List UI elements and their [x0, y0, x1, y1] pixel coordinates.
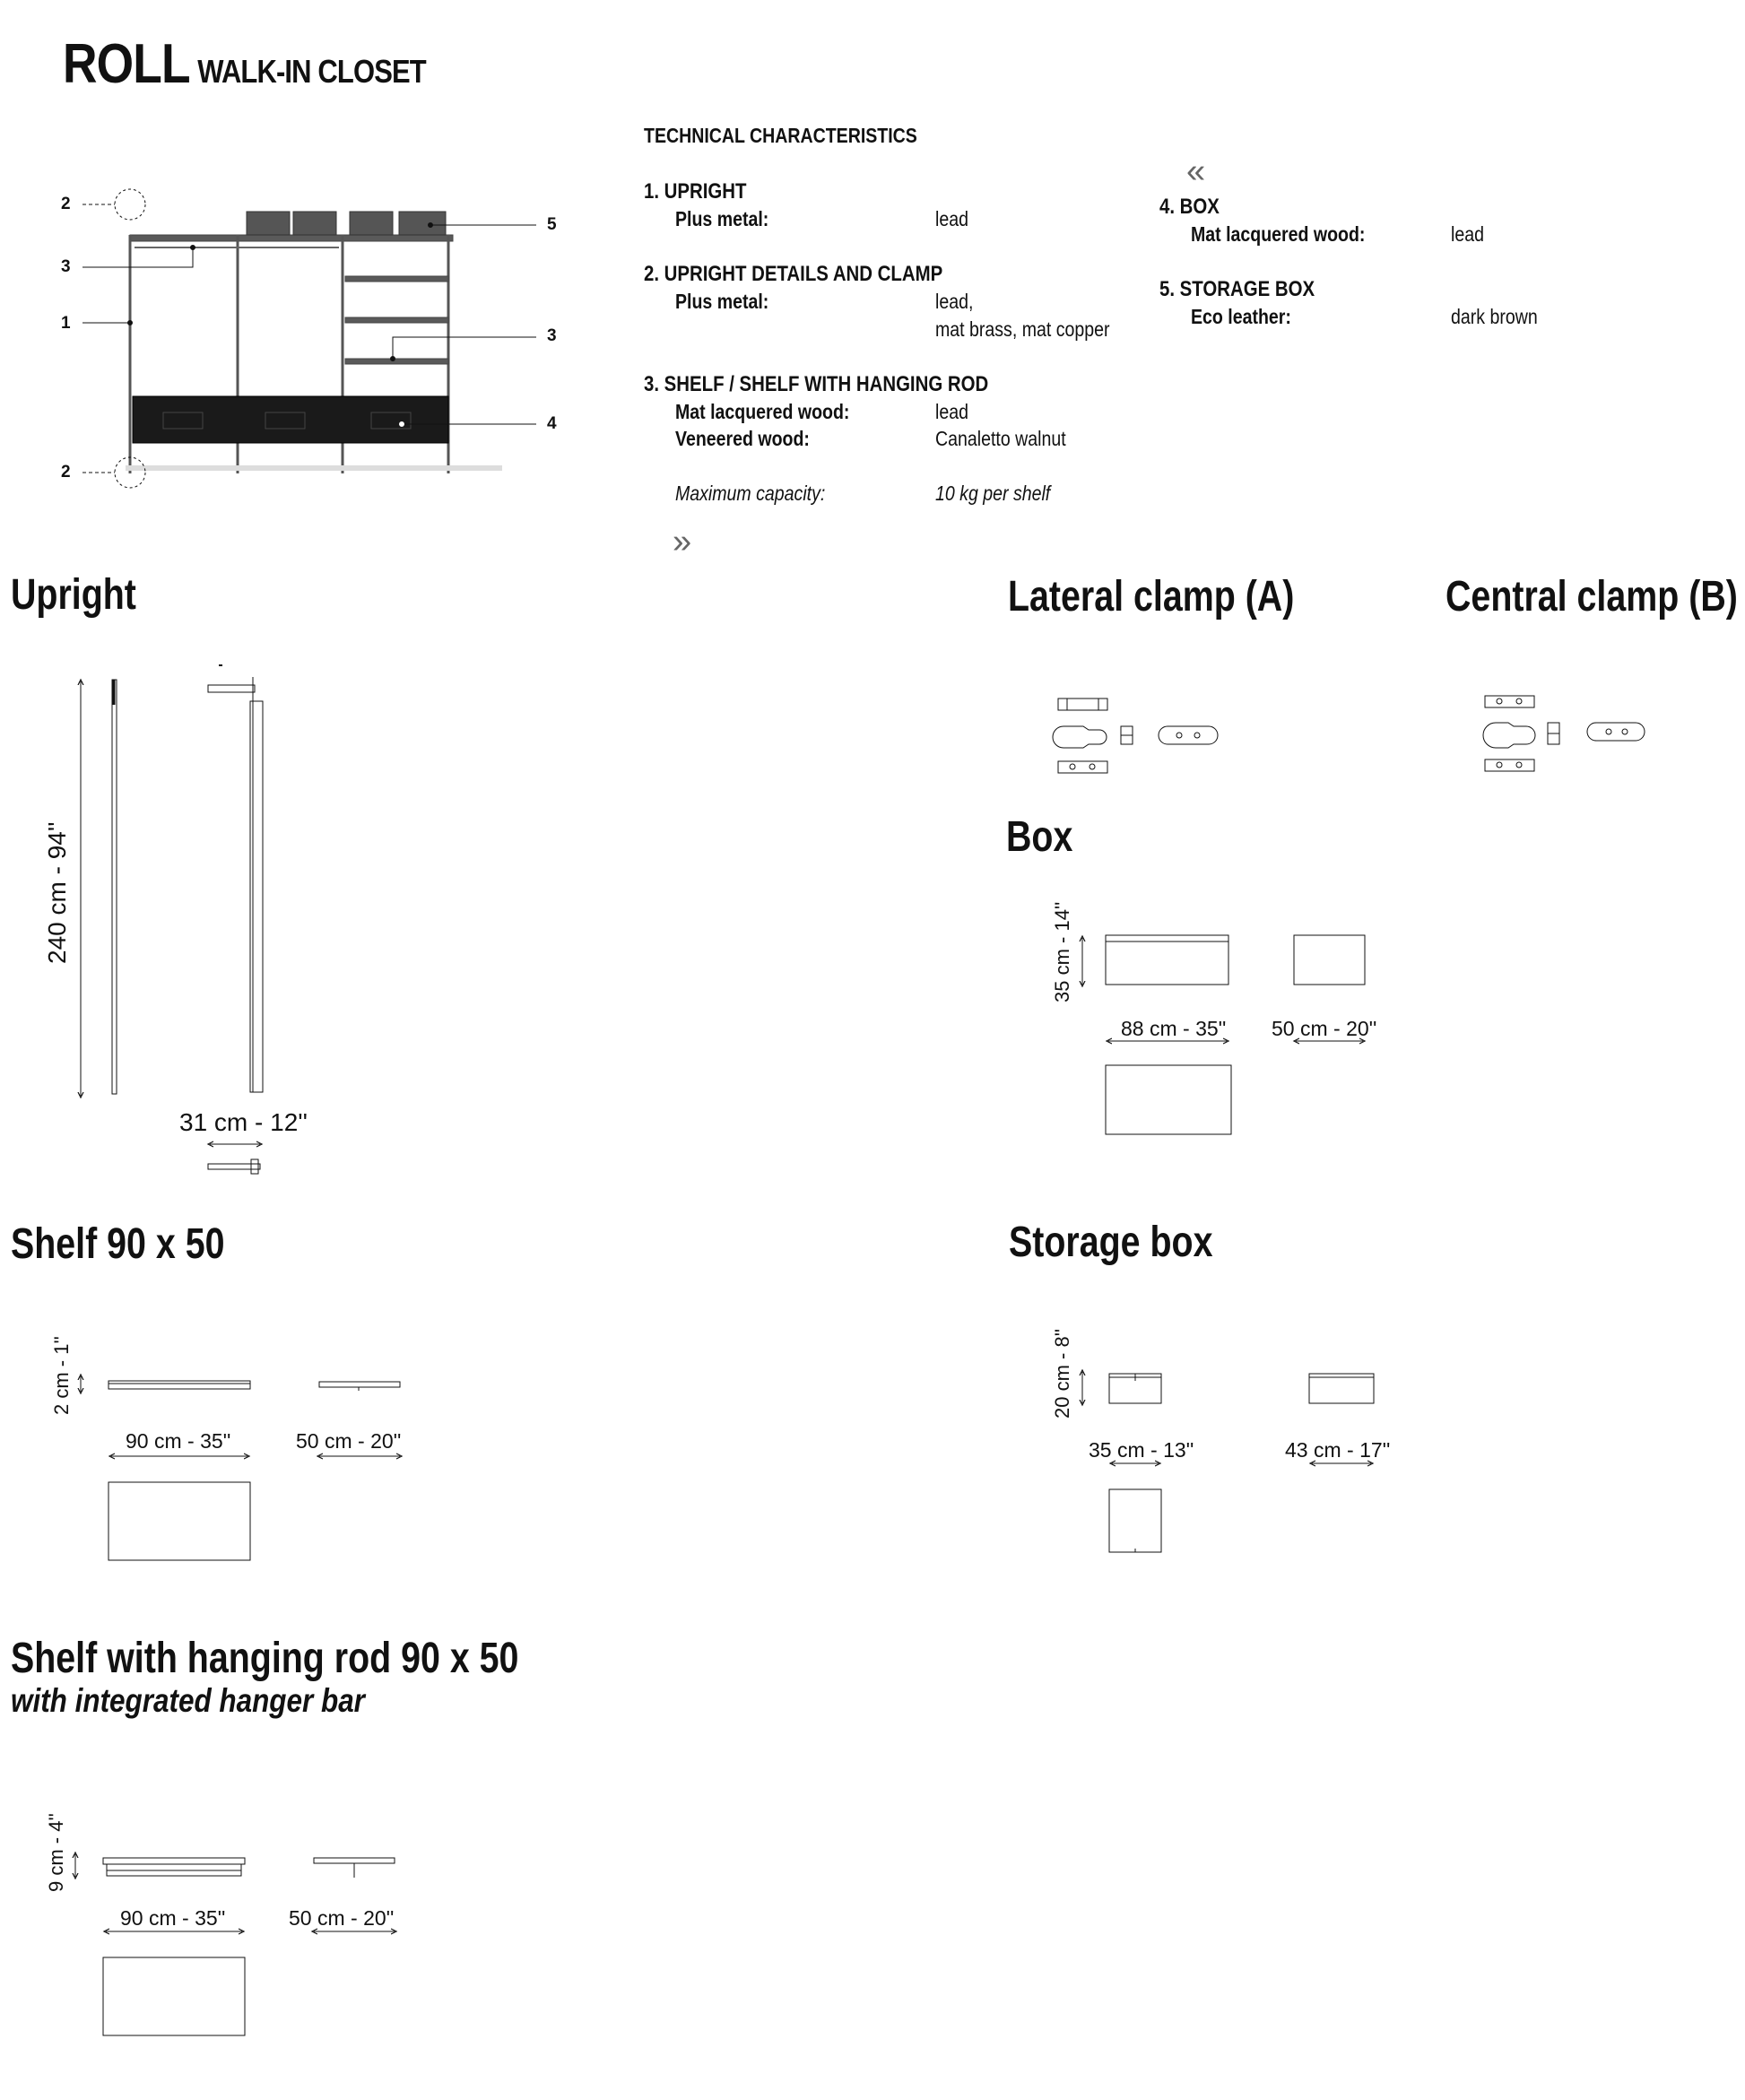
callout-2-bottom: 2 [61, 463, 71, 482]
shelf-width-label: 90 cm - 35'' [126, 1429, 231, 1453]
section-box-title: Box [1006, 813, 1073, 861]
tech-upright-value: lead [935, 207, 968, 230]
shelf-drawing [81, 1376, 400, 1560]
central-clamp-drawing [1483, 696, 1645, 771]
box-height-label: 35 cm - 14'' [1051, 901, 1073, 1002]
tech-details-value2: mat brass, mat copper [935, 317, 1110, 341]
box-width-label: 88 cm - 35'' [1121, 1017, 1227, 1040]
rod-depth-label: 50 cm - 20'' [289, 1906, 395, 1930]
tech-shelf-title: 3. SHELF / SHELF WITH HANGING ROD [644, 372, 989, 396]
upright-drawing [81, 665, 263, 1174]
lateral-clamp-drawing [1053, 699, 1218, 773]
rod-shelf-drawing [75, 1854, 395, 2035]
tech-capacity-label: Maximum capacity: [675, 482, 826, 505]
callout-3-left: 3 [61, 257, 71, 276]
tech-box-value: lead [1451, 222, 1484, 246]
title-subtitle: WALK-IN CLOSET [197, 53, 426, 90]
tech-storage-label: Eco leather: [1191, 305, 1291, 328]
tech-shelf-value2: Canaletto walnut [935, 427, 1066, 450]
tech-shelf-label1: Mat lacquered wood: [675, 400, 850, 423]
box-depth-label: 50 cm - 20'' [1272, 1017, 1377, 1040]
shelf-height-label: 2 cm - 1'' [50, 1336, 73, 1415]
chevron-right-icon: » [673, 523, 692, 560]
upright-height-label: 240 cm - 94'' [43, 821, 71, 964]
tech-shelf-value1: lead [935, 400, 968, 423]
tech-details-title: 2. UPRIGHT DETAILS AND CLAMP [644, 262, 943, 286]
callout-5: 5 [547, 215, 557, 234]
section-rod-title: Shelf with hanging rod 90 x 50 [11, 1635, 519, 1682]
storage-width-label: 35 cm - 13'' [1089, 1438, 1194, 1462]
callout-2-top: 2 [61, 195, 71, 213]
section-upright-title: Upright [11, 571, 136, 619]
rod-height-label: 9 cm - 4'' [45, 1813, 67, 1892]
upright-depth-label: 31 cm - 12'' [179, 1108, 308, 1136]
tech-capacity-value: 10 kg per shelf [935, 482, 1051, 505]
callout-4: 4 [547, 414, 557, 433]
tech-upright-title: 1. UPRIGHT [644, 179, 747, 204]
section-shelf-title: Shelf 90 x 50 [11, 1220, 225, 1268]
tech-box-label: Mat lacquered wood: [1191, 222, 1366, 246]
tech-upright-label: Plus metal: [675, 207, 769, 230]
section-storage-title: Storage box [1009, 1219, 1213, 1266]
tech-details-label: Plus metal: [675, 290, 769, 313]
section-central-title: Central clamp (B) [1445, 573, 1738, 620]
section-rod-subtitle: with integrated hanger bar [11, 1682, 365, 1719]
tech-shelf-label2: Veneered wood: [675, 427, 810, 450]
overview-closet-drawing [82, 189, 536, 488]
tech-details-value1: lead, [935, 290, 974, 313]
storage-box-drawing [1082, 1372, 1374, 1552]
tech-storage-title: 5. STORAGE BOX [1159, 277, 1315, 301]
storage-height-label: 20 cm - 8'' [1051, 1328, 1073, 1419]
box-drawing [1082, 935, 1365, 1134]
tech-box-title: 4. BOX [1159, 195, 1220, 219]
section-lateral-title: Lateral clamp (A) [1008, 573, 1295, 620]
callout-1: 1 [61, 314, 71, 333]
callout-3-right: 3 [547, 326, 557, 345]
storage-depth-label: 43 cm - 17'' [1285, 1438, 1391, 1462]
shelf-depth-label: 50 cm - 20'' [296, 1429, 402, 1453]
rod-width-label: 90 cm - 35'' [120, 1906, 226, 1930]
chevron-left-icon: « [1186, 152, 1206, 190]
title-roll: ROLL [63, 33, 190, 95]
tech-storage-value: dark brown [1451, 305, 1538, 328]
tech-heading: TECHNICAL CHARACTERISTICS [644, 124, 917, 147]
